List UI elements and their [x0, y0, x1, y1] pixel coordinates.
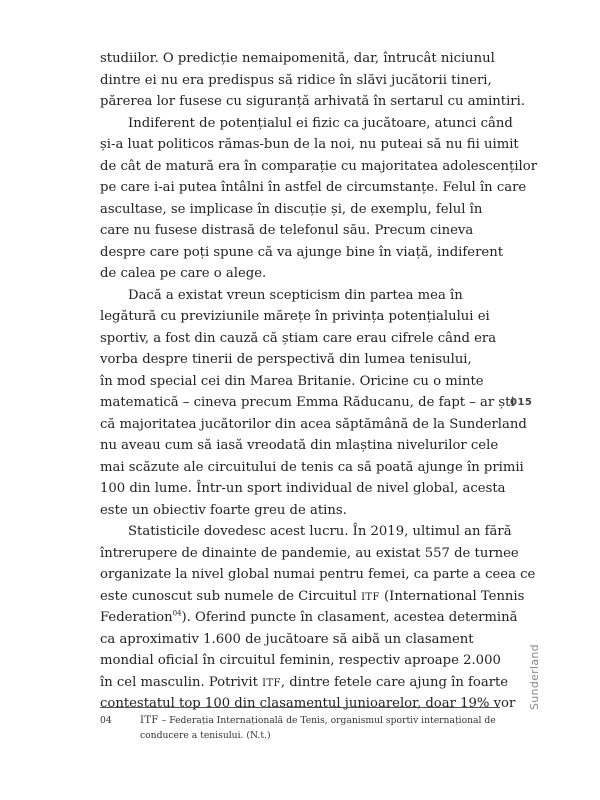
text-line: despre care poți spune că va ajunge bine în viață, indiferent — [100, 244, 503, 260]
text-line: dintre ei nu era predispus să ridice în slăvi jucătorii tineri, — [100, 72, 492, 88]
text-segment: (International Tennis — [379, 588, 525, 604]
text-line: Indiferent de potențialul ei fizic ca jucătoare, atunci când — [128, 115, 513, 131]
text-line: este un obiectiv foarte greu de atins. — [100, 502, 347, 518]
text-segment: – Federația Internațională de Tenis, organismul sportiv internațional de — [158, 715, 496, 726]
text-line: legătură cu previziunile mărețe în privința potențialului ei — [100, 309, 490, 324]
page-number: 015 — [510, 397, 533, 408]
text-line: mai scăzute ale circuitului de tenis ca să poată ajunge în primii — [100, 459, 524, 475]
footnote — [100, 713, 500, 743]
text-line: contestatul top 100 din clasamentul junioarelor, doar 19% vor — [100, 696, 516, 711]
text-line: 100 din lume. Într-un sport individual de nivel global, acesta — [100, 481, 506, 496]
text-line: sportiv, a fost din cauză că știam care erau cifrele când era — [100, 330, 497, 346]
text-line: și-a luat politicos rămas-bun de la noi, nu puteai să nu fii uimit — [100, 137, 519, 152]
abbreviation-itf: ITF — [140, 715, 159, 726]
paragraph-2 — [100, 113, 538, 285]
text-line: că majoritatea jucătorilor din acea săptămână de la Sunderland — [100, 416, 527, 432]
text-line: mondial oficial în circuitul feminin, respectiv aproape 2.000 — [100, 653, 501, 668]
text-line: matematică – cineva precum Emma Răducanu, de fapt – ar ști — [100, 395, 515, 410]
footnote-reference: 04 — [172, 609, 182, 618]
footnote-line: conducere a tenisului. (N.t.) — [140, 730, 271, 741]
text-line: care nu fusese distrasă de telefonul său. Precum cineva — [100, 223, 474, 238]
footnote-line — [140, 713, 500, 728]
text-segment: ). Oferind puncte în clasament, acestea determină — [181, 610, 518, 625]
text-segment: în cel masculin. Potrivit — [100, 674, 263, 690]
text-line: Statisticile dovedesc acest lucru. În 2019, ultimul an fără — [128, 524, 512, 539]
text-line — [100, 586, 525, 608]
text-line: ascultase, se implicase în discuție și, de exemplu, felul în — [100, 201, 483, 217]
text-line: organizate la nivel global numai pentru femei, ca parte a ceea ce — [100, 567, 536, 582]
text-line: vorba despre tinerii de perspectivă din lumea tenisului, — [100, 352, 472, 367]
running-header: Sunderland — [528, 644, 541, 710]
text-line — [100, 672, 509, 694]
footnote-number: 04 — [100, 715, 112, 726]
text-line: Dacă a existat vreun scepticism din partea mea în — [128, 287, 463, 303]
text-line: de cât de matură era în comparație cu majoritatea adolescenților — [100, 158, 538, 174]
footnote-text — [140, 713, 500, 743]
text-line: în mod special cei din Marea Britanie. Oricine cu o minte — [100, 373, 484, 389]
text-line — [100, 607, 518, 629]
text-line: părerea lor fusese cu siguranță arhivată în sertarul cu amintiri. — [100, 94, 526, 109]
footnote-divider — [100, 707, 500, 708]
abbreviation-itf: ITF — [262, 677, 281, 689]
text-segment: , dintre fetele care ajung în foarte — [280, 674, 509, 690]
text-segment: este cunoscut sub numele de Circuitul — [100, 588, 362, 604]
text-line: pe care i-ai putea întâlni în astfel de circumstanțe. Felul în care — [100, 180, 527, 195]
text-line: de calea pe care o alege. — [100, 266, 267, 281]
text-line: nu aveau cum să iasă vreodată din mlaștina nivelurilor cele — [100, 438, 499, 453]
text-segment: Federation — [100, 610, 173, 625]
text-line: întrerupere de dinainte de pandemie, au existat 557 de turnee — [100, 545, 519, 561]
abbreviation-itf: ITF — [361, 591, 380, 603]
text-line: studiilor. O predicție nemaipomenită, dar, întrucât niciunul — [100, 51, 495, 66]
paragraph-1 — [100, 48, 526, 113]
text-line: ca aproximativ 1.600 de jucătoare să aibă un clasament — [100, 631, 474, 647]
